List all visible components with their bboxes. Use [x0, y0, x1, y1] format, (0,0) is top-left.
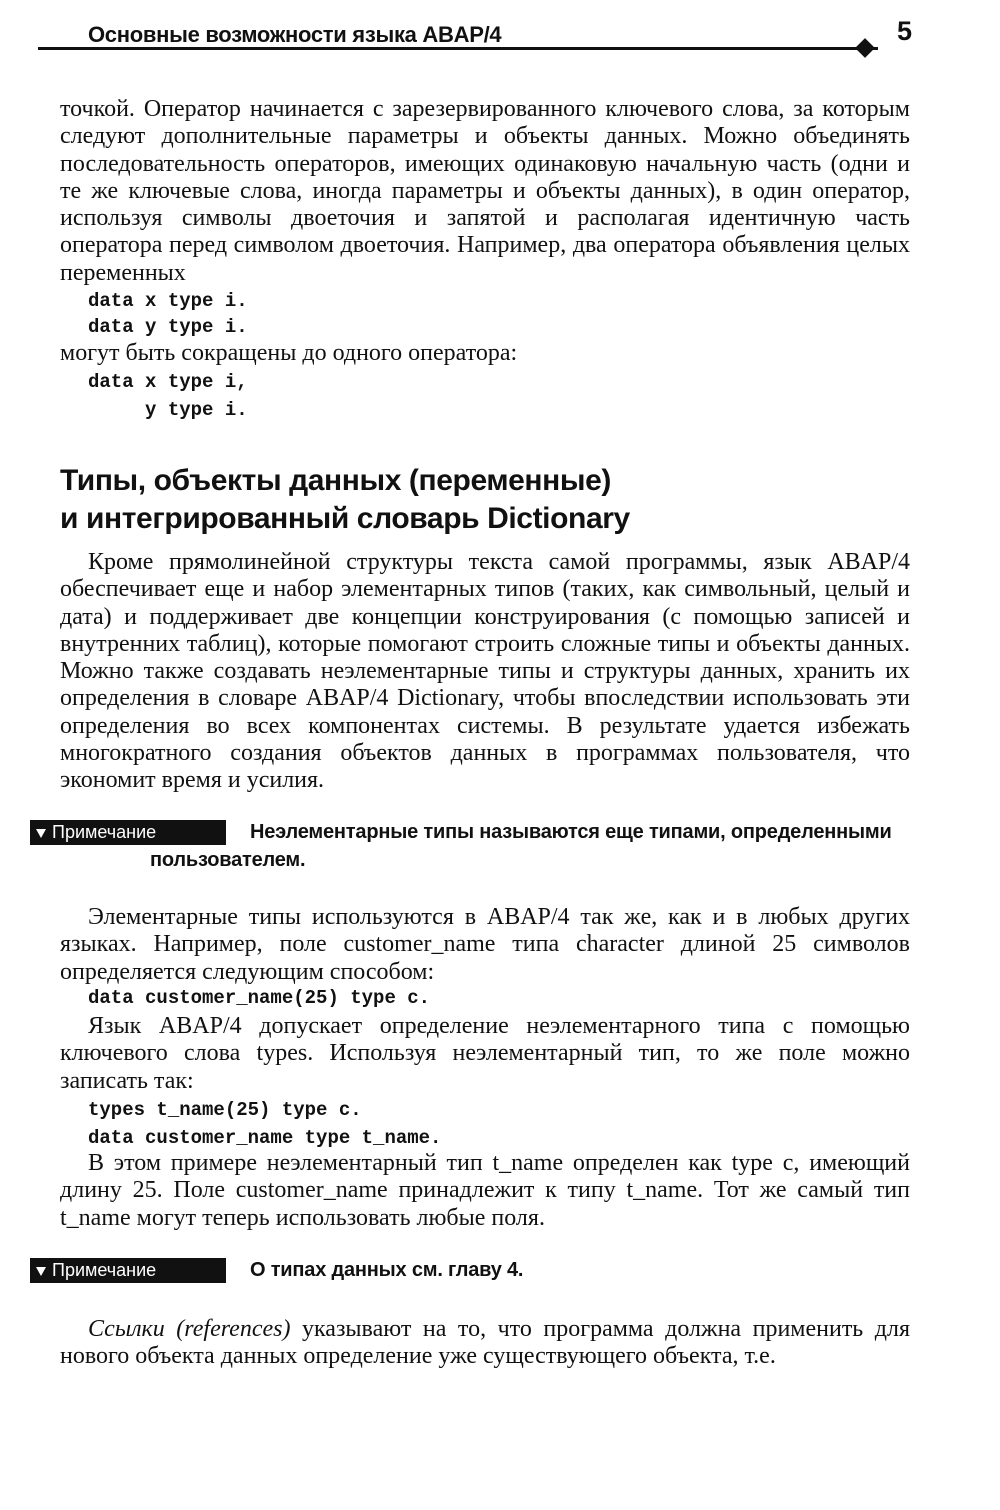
note-label-text-2: Примечание [52, 1260, 157, 1280]
references-text: указывают на то, что программа должна применить для нового объекта данных определение уже существующего объекта, т.е. [60, 1316, 911, 1370]
section-heading-line2: и интегрированный словарь Dictionary [60, 502, 630, 535]
code-block-3: data customer_name(25) type c. [88, 987, 431, 1009]
note-text-1: Неэлементарные типы называются еще типами, определенными пользователем. [150, 821, 892, 871]
references-term: Ссылки (references) [88, 1316, 291, 1342]
header-rule [38, 47, 878, 50]
paragraph-elementary: Элементарные типы используются в ABAP/4 так же, как и в любых других языках. Например, поле customer_name типа character длиной 25 символов определяется следующим способом: [60, 904, 910, 985]
paragraph-types: Кроме прямолинейной структуры текста самой программы, язык ABAP/4 обеспечивает еще и набор элементарных типов (таких, как символьный, целый и дата) и поддерживает две концепции конструирования (с помощью записей и внутренних таблиц), которые помогают строить сложные типы и объекты данных. Можно также создавать неэлементарные типы и структуры данных, хранить их определения в словаре ABAP/4 Dictionary, чтобы впоследствии использовать эти определения во всех компонентах системы. В результате удается избежать многократного создания объектов данных в программах пользователя, что экономит время и усилия. [60, 549, 910, 794]
paragraph-example: В этом примере неэлементарный тип t_name определен как type c, имеющий длину 25. Поле customer_name принадлежит к типу t_name. Тот же самый тип t_name могут теперь использовать любые поля. [60, 1150, 910, 1231]
page-number: 5 [896, 16, 912, 46]
section-heading [60, 462, 920, 538]
paragraph-intro: точкой. Оператор начинается с зарезервированного ключевого слова, за которым следуют дополнительные параметры и объекты данных. Можно объединять последовательность операторов, имеющих одинаковую начальную часть (одни и те же ключевые слова, иногда параметры и объекты данных), в один оператор, используя символы двоеточия и запятой и располагая идентичную часть оператора перед символом двоеточия. Например, два оператора объявления целых переменных [60, 96, 910, 286]
code-block-2: data x type i, y type i. [88, 371, 248, 421]
header-title: Основные возможности языка ABAP/4 [88, 22, 502, 47]
code-block-1: data x type i. data y type i. [88, 290, 248, 338]
running-header [38, 14, 920, 54]
diamond-icon [855, 38, 875, 58]
code-block-4: types t_name(25) type c. data customer_name type t_name. [88, 1099, 442, 1149]
note-label-2 [30, 1258, 226, 1283]
section-heading-line1: Типы, объекты данных (переменные) [60, 464, 611, 497]
note-label-text-1: Примечание [52, 822, 157, 842]
triangle-down-icon [36, 829, 46, 838]
triangle-down-icon [36, 1267, 46, 1276]
paragraph-shortened: могут быть сокращены до одного оператора: [60, 340, 518, 366]
note-text-2: О типах данных см. главу 4. [250, 1259, 524, 1281]
paragraph-references [60, 1316, 910, 1371]
paragraph-types-keyword: Язык ABAP/4 допускает определение неэлементарного типа с помощью ключевого слова types. Используя неэлементарный тип, то же поле можно записать так: [60, 1013, 910, 1094]
